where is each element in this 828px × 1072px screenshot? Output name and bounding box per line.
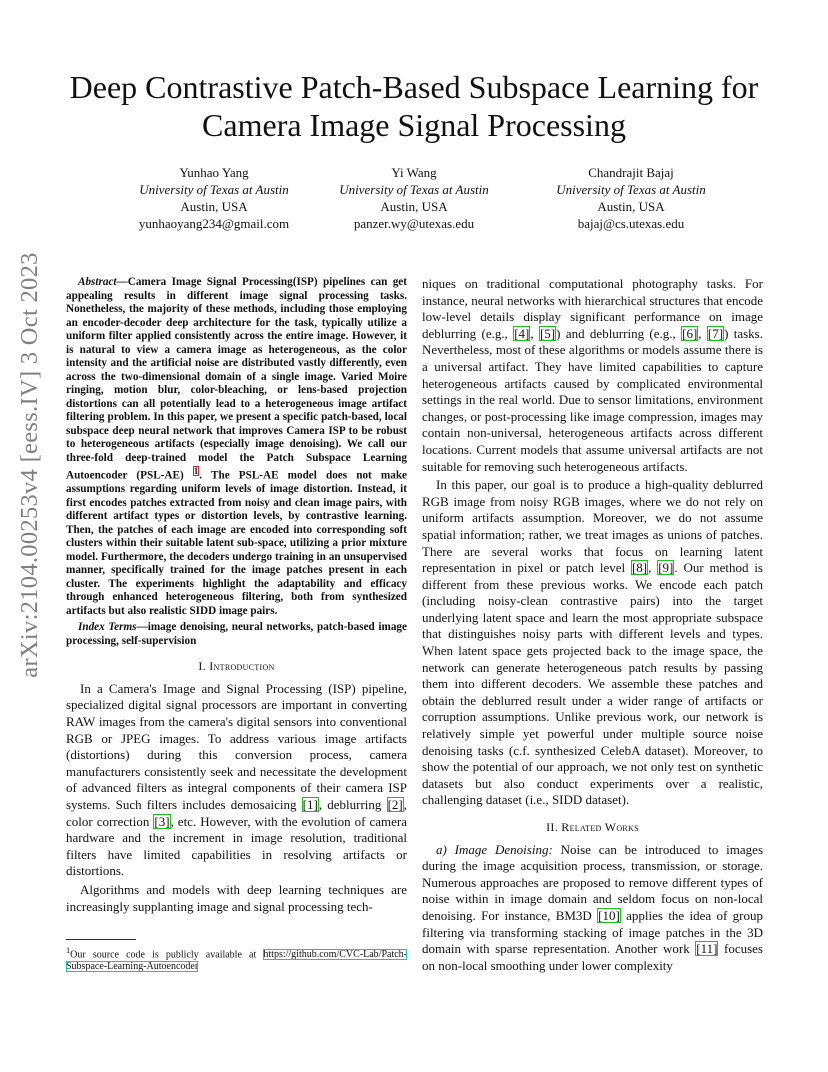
text-run: In a Camera's Image and Signal Processing (ISP) pipeline, specialized digital signal processors are important in converting RAW images from the camera's digital sensors into conventional RGB or JPEG images. To address various image artifacts (distortions) during this conversion process, camera manufacturers consistently seek and necessitate the development of advanced filters as integral components of their camera ISP systems. Such filters includes demosaicing	[66, 680, 407, 812]
text-run: , etc. However, with the evolution of camera hardware and the increment in image resolution, traditional filters have limited capabilities in resolving artifacts or distortions.	[66, 813, 407, 879]
author-location: Austin, USA	[380, 199, 448, 214]
intro-paragraph-1	[66, 681, 407, 880]
section-heading-related-works: II. Related Works	[546, 820, 639, 834]
text-run: . Our method is different from these previous works. We encode each patch (including noisy-clean contrastive pairs) into the target underlying latent space and learn the most appropriate subspace that distinguishes noisy parts with different levels and types. When latent space gets projected back to the image space, the network can generate heterogeneous patch results by passing them into different decoders. We assemble these patches and obtain the deblurred result under a wider range of artifacts or corruption assumptions. Unlike previous work, our network is relatively simple yet powerful under multiple source noise denoising tasks (c.f. synthesized CelebA dataset). Moreover, to show the potential of our approach, we not only test on synthetic datasets but also conduct experiments over a realistic, challenging dataset (i.e., SIDD dataset).	[422, 560, 763, 808]
related-works-paragraph	[422, 842, 763, 975]
text-run: applies the idea of group filtering via transforming stacking of image patches in the 3D domain with sparse representation. Another work	[422, 907, 764, 957]
author-affiliation: University of Texas at Austin	[139, 182, 289, 197]
right-paragraph-2	[422, 477, 763, 809]
right-column	[422, 276, 763, 974]
text-run: ,	[530, 325, 539, 341]
arxiv-sidebar	[10, 252, 50, 678]
text-run: , color correction	[66, 796, 408, 829]
author-affiliation: University of Texas at Austin	[339, 182, 489, 197]
text-run: In this paper, our goal is to produce a high-quality deblurred RGB image from noisy RGB images, where we do not rely on uniform artifacts assumption. Moreover, we do not assume spatial information; rather, we treat images as unions of patches. There are several works that focus on learning latent representation in pixel or patch level	[422, 477, 763, 576]
footnote-rule	[66, 939, 136, 940]
right-paragraph-1	[422, 276, 763, 475]
citation-link[interactable]: [2]	[387, 796, 403, 812]
subsection-label: a) Image Denoising:	[436, 841, 553, 857]
index-terms-text: image denoising, neural networks, patch-based image processing, self-supervision	[66, 621, 407, 647]
citation-link[interactable]: [9]	[658, 560, 674, 576]
author-affiliation: University of Texas at Austin	[556, 182, 706, 197]
abstract-text-2: . The PSL-AE model does not make assumptions regarding uniform levels of image distortion. Instead, it first encodes patches extracted from noisy and clean image pairs, with different artifact types or distortion levels, by contrastive learning. Then, the patches of each image are encoded into corresponding soft clusters within their suitable latent sub-space, utilizing a prior mixture model. Furthermore, the decoders undergo training in an unsupervised manner, specifically trained for the image patches present in each cluster. The experiments highlight the adaptability and efficacy through enhanced heterogeneous filtering, both from synthesized artifacts but also realistic SIDD image pairs.	[66, 469, 408, 617]
text-run: niques on traditional computational photography tasks. For instance, neural networks with hierarchical structures that encode low-level details display significant performance on image deblurring (e.g.,	[422, 276, 763, 341]
citation-link[interactable]: [3]	[154, 813, 170, 829]
intro-paragraph-2: Algorithms and models with deep learning techniques are increasingly supplanting image and signal processing tech-	[66, 881, 407, 914]
author-email: yunhaoyang234@gmail.com	[138, 216, 290, 231]
abstract: Abstract—Camera Image Signal Processing(ISP) pipelines can get appealing results in different image signal processing tasks. Nonetheless, the majority of these methods, including those employing an encoder-decoder deep architecture for the task, typically utilize a uniform filter applied consistently across the entire image. However, it is natural to view a camera image as heterogeneous, as the color intensity and the artificial noise are distributed vastly differently, even across the two-dimensional domain of a single image. Varied Moire ringing, motion blur, color-bleaching, or lens-based projection distortions can all potentially lead to a heterogeneous image artifact filtering problem. In this paper, we present a specific patch-based, local subspace deep neural network that improves Camera ISP to be robust to heterogeneous artifacts (especially image denoising). We call our three-fold deep-trained model the Patch Subspace Learning Autoencoder (PSL-AE) $^1$. The PSL-AE model does not make assumptions regarding uniform levels of image distortion. Instead, it first encodes patches extracted from noisy and clean image pairs, with different artifact types or distortion levels, by contrastive learning. Then, the patches of each image are encoded into corresponding soft clusters within their suitable latent sub-space, utilizing a prior mixture model. Furthermore, the decoders undergo training in an unsupervised manner, specifically trained for the image patches present in each cluster. The experiments highlight the adaptability and efficacy through enhanced heterogeneous filtering, both from synthesized artifacts but also realistic SIDD image pairs.	[66, 276, 408, 617]
author-2	[304, 164, 524, 232]
citation-link[interactable]: [4]	[514, 325, 530, 341]
index-terms-label: Index Terms	[78, 621, 137, 634]
source-code-link[interactable]: https://github.com/CVC-Lab/Patch-Subspace-Learning-Autoencoder	[66, 949, 407, 973]
author-name: Yunhao Yang	[179, 165, 249, 180]
abstract-label: Abstract	[78, 276, 117, 288]
citation-link[interactable]: [11]	[696, 941, 718, 957]
citation-link[interactable]: [6]	[682, 325, 698, 341]
footnote-text: Our source code is publicly available at	[70, 949, 264, 961]
text-run: focuses on non-local smoothing under lower complexity	[422, 941, 763, 973]
citation-link[interactable]: [7]	[707, 325, 724, 341]
citation-link[interactable]: [1]	[302, 796, 318, 812]
author-email: bajaj@cs.utexas.edu	[577, 216, 685, 231]
footnote-mark: 1	[66, 946, 71, 955]
citation-link[interactable]: [8]	[631, 560, 648, 576]
author-name: Yi Wang	[391, 165, 437, 180]
arxiv-identifier: arXiv:2104.00253v4 [eess.IV] 3 Oct 2023	[16, 252, 43, 678]
text-run: ,	[648, 560, 658, 576]
author-location: Austin, USA	[180, 199, 248, 214]
author-block	[0, 164, 828, 234]
index-terms: Index Terms—image denoising, neural networks, patch-based image processing, self-supervision	[66, 621, 407, 647]
text-run: Noise can be introduced to images during the image acquisition process, transmission, or storage. Numerous approaches are proposed to remove different types of noise within in image domain and seldom focus on non-local denoising. For instance, BM3D	[422, 841, 763, 923]
citation-link[interactable]: [5]	[539, 325, 556, 341]
section-heading-introduction: I. Introduction	[198, 659, 275, 674]
text-run: ) and deblurring (e.g.,	[556, 325, 682, 341]
author-1	[104, 164, 324, 232]
author-email: panzer.wy@utexas.edu	[353, 216, 475, 231]
left-column	[66, 276, 407, 915]
text-run: ,	[698, 325, 707, 341]
footnote	[66, 945, 407, 973]
text-run: ) tasks. Nevertheless, most of these algorithms or models assume there is a universal artifact. They have limited capabilities to capture heterogeneous artifacts caused by complicated environmental settings in the real world. Due to sensor limitations, environment changes, or post-processing like image compression, images may contain non-universal, heterogeneous artifacts across different locations. Current models that assume universal artifacts are not suitable for removing such heterogeneous artifacts.	[422, 325, 763, 474]
footnote-link[interactable]: 1	[193, 466, 199, 476]
paper-title: Deep Contrastive Patch-Based Subspace Learning for Camera Image Signal Processing	[69, 69, 759, 143]
author-location: Austin, USA	[597, 199, 665, 214]
text-run: , deblurring	[318, 796, 387, 812]
author-3	[521, 164, 741, 232]
abstract-text-1: Camera Image Signal Processing(ISP) pipelines can get appealing results in different image signal processing tasks. Nonetheless, the majority of these methods, including those employing an encoder-decoder deep architecture for the task, typically utilize a uniform filter applied consistently across the entire image. However, it is natural to view a camera image as heterogeneous, as the color intensity and the artificial noise are distributed vastly differently, even across the two-dimensional domain of a single image. Varied Moire ringing, motion blur, color-bleaching, or lens-based projection distortions can all potentially lead to a heterogeneous image artifact filtering problem. In this paper, we present a specific patch-based, local subspace deep neural network that improves Camera ISP to be robust to heterogeneous artifacts (especially image denoising). We call our three-fold deep-trained model the Patch Subspace Learning Autoencoder (PSL-AE)	[66, 276, 407, 482]
citation-link[interactable]: [10]	[598, 907, 620, 923]
author-name: Chandrajit Bajaj	[588, 165, 674, 180]
